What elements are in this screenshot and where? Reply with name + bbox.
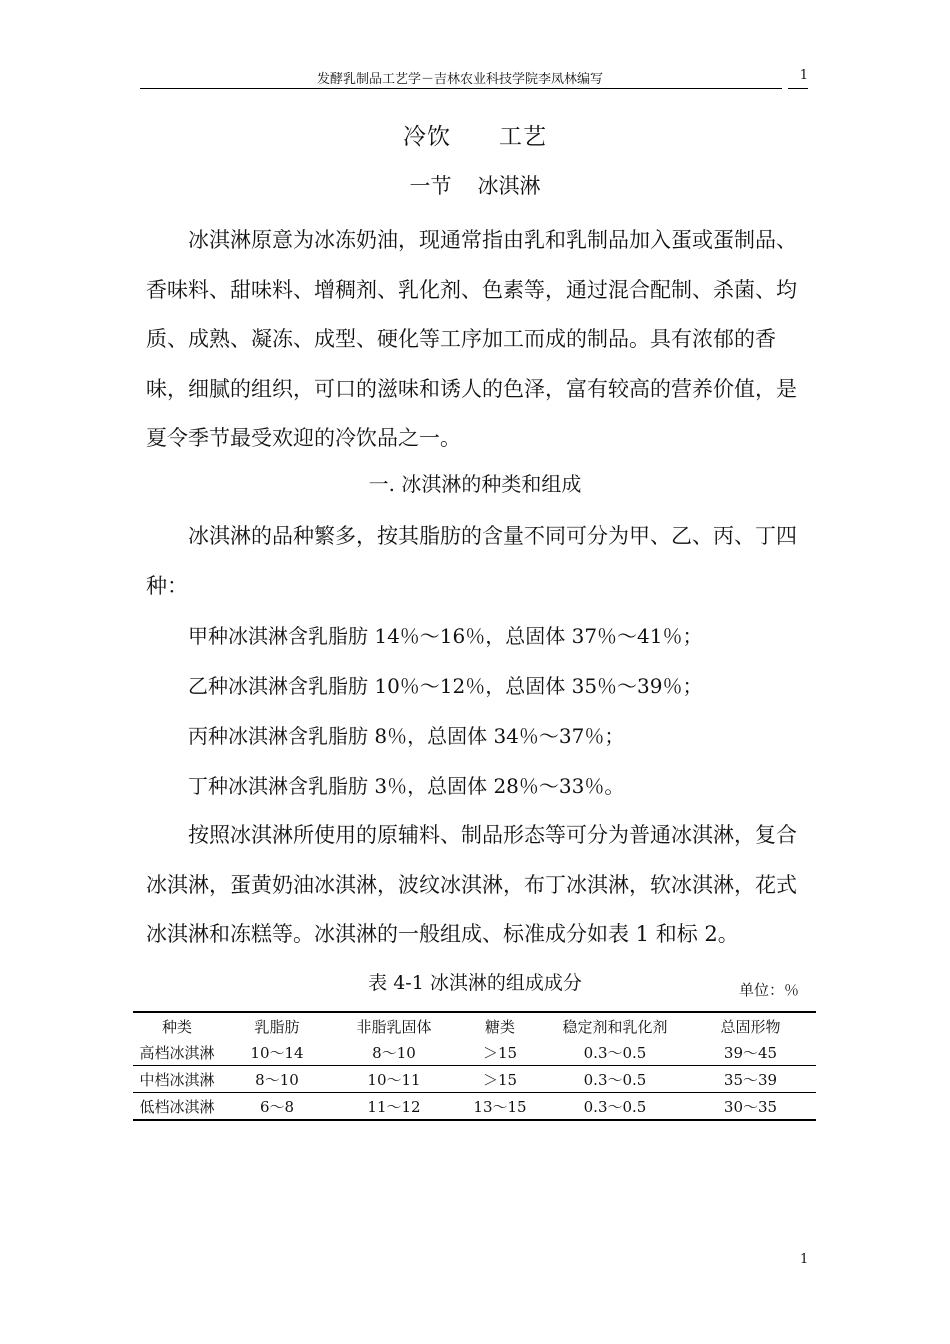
table-cell: 10～11: [333, 1066, 455, 1093]
table-cell: 11～12: [333, 1093, 455, 1121]
table-row: [133, 1039, 816, 1066]
table-cell: 0.3～0.5: [583, 1043, 647, 1062]
section-name: 冰淇淋: [477, 174, 541, 198]
table-header-cell: 总固形物: [685, 1012, 816, 1039]
table-header-row: [133, 1012, 816, 1039]
types-paragraph: 冰淇淋的品种繁多，按其脂肪的含量不同可分为甲、乙、丙、丁四种：: [146, 524, 797, 598]
table-row: [133, 1093, 816, 1121]
table-header-cell: 糖类: [455, 1012, 545, 1039]
chapter-title-part1: 冷饮: [403, 124, 451, 150]
type-line: 丁种冰淇淋含乳脂肪 3％，总固体 28％～33％。: [188, 774, 625, 798]
intro-paragraph: 冰淇淋原意为冰冻奶油，现通常指由乳和乳制品加入蛋或蛋制品、香味料、甜味料、增稠剂、乳化剂、色素等，通过混合配制、杀菌、均质、成熟、凝冻、成型、硬化等工序加工而成的制品。具有浓郁的香味，细腻的组织，可口的滋味和诱人的色泽，富有较高的营养价值，是夏令季节最受欢迎的冷饮品之一。: [146, 228, 797, 450]
table-caption: 表 4-1 冰淇淋的组成成分: [368, 972, 582, 994]
type-line: 甲种冰淇淋含乳脂肪 14％～16％，总固体 37％～41％；: [188, 624, 703, 648]
subheading: 一. 冰淇淋的种类和组成: [368, 472, 582, 496]
table-header-cell: 稳定剂和乳化剂: [545, 1012, 685, 1039]
table-row: [133, 1066, 816, 1093]
table-header-cell: 种类: [133, 1012, 221, 1039]
table-cell: 低档冰淇淋: [133, 1093, 221, 1121]
table-cell: 10～14: [250, 1043, 304, 1062]
table-cell: 30～35: [685, 1093, 816, 1121]
table-header-cell: 乳脂肪: [221, 1012, 333, 1039]
chapter-title: [0, 118, 950, 151]
chapter-title-part2: 工艺: [499, 124, 547, 150]
table-cell: 39～45: [723, 1043, 778, 1062]
page-header: [140, 66, 808, 90]
header-page-number: 1: [799, 68, 808, 83]
table-cell: 13～15: [455, 1093, 545, 1121]
section-title: [0, 170, 950, 200]
footer-page-number: 1: [800, 1252, 809, 1267]
table-cell: ＞15: [455, 1066, 545, 1093]
composition-table: [133, 1011, 816, 1121]
header-rule: [140, 88, 782, 89]
table-cell: 0.3～0.5: [545, 1093, 685, 1121]
type-line: 丙种冰淇淋含乳脂肪 8％，总固体 34％～37％；: [188, 724, 625, 748]
classification-paragraph: 按照冰淇淋所使用的原辅料、制品形态等可分为普通冰淇淋，复合冰淇淋，蛋黄奶油冰淇淋，波纹冰淇淋，布丁冰淇淋，软冰淇淋，花式冰淇淋和冻糕等。冰淇淋的一般组成、标准成分如表 1 和标 2。: [146, 823, 797, 946]
header-title: 发酵乳制品工艺学－吉林农业科技学院李凤林编写: [316, 72, 603, 87]
table-cell: 6～8: [221, 1093, 333, 1121]
table-header-cell: 非脂乳固体: [333, 1012, 455, 1039]
table-cell: ＞15: [482, 1043, 518, 1062]
header-rule-page: [788, 88, 808, 89]
table-cell: 0.3～0.5: [545, 1066, 685, 1093]
table-unit: 单位：％: [739, 981, 800, 999]
table-cell: 35～39: [685, 1066, 816, 1093]
table-cell: 高档冰淇淋: [139, 1043, 215, 1062]
section-number: 一节: [409, 174, 452, 198]
table-cell: 8～10: [221, 1066, 333, 1093]
type-line: 乙种冰淇淋含乳脂肪 10％～12％，总固体 35％～39％；: [188, 674, 703, 698]
table-cell: 8～10: [372, 1043, 416, 1062]
table-cell: 中档冰淇淋: [133, 1066, 221, 1093]
